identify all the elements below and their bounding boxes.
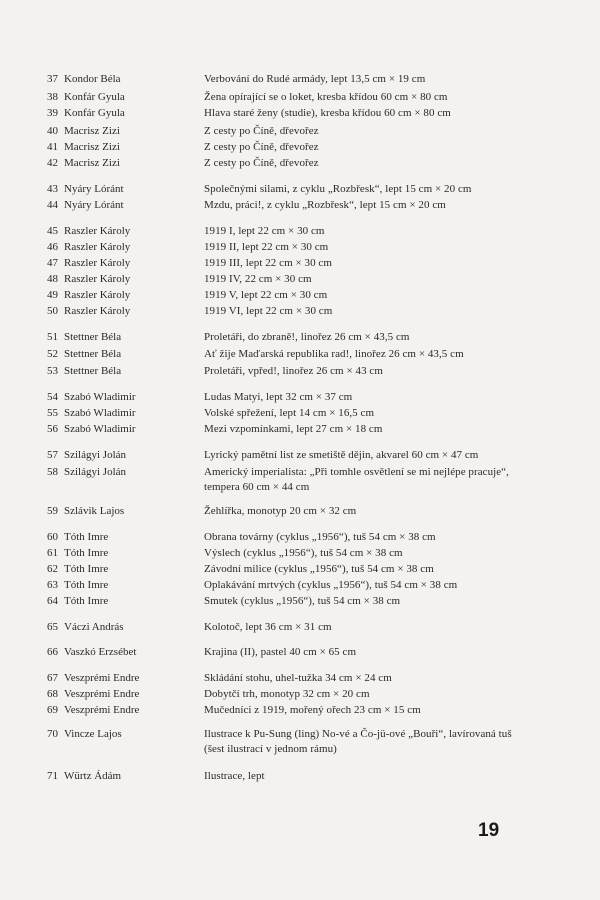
artist-name: Vaszkó Erzsébet xyxy=(64,646,137,658)
artist-name: Nyáry Lóránt xyxy=(64,199,124,211)
entry-number: 39 xyxy=(47,107,58,119)
artist-name: Tóth Imre xyxy=(64,563,109,575)
entry-number: 66 xyxy=(47,646,58,658)
entry-number: 44 xyxy=(47,199,58,211)
artist-name: Stettner Béla xyxy=(64,348,122,360)
entry-number: 43 xyxy=(47,183,58,195)
artist-name: Stettner Béla xyxy=(64,365,122,377)
entry-number: 55 xyxy=(47,407,58,419)
work-description: Volské spřežení, lept 14 cm × 16,5 cm xyxy=(204,407,375,419)
artist-name: Tóth Imre xyxy=(64,547,109,559)
artist-name: Raszler Károly xyxy=(64,273,131,285)
entry-number: 53 xyxy=(47,365,58,377)
entry-number: 41 xyxy=(47,141,58,153)
artist-name: Macrisz Zizi xyxy=(64,141,120,153)
entry-number: 57 xyxy=(47,449,58,461)
work-description: Ludas Matyi, lept 32 cm × 37 cm xyxy=(204,391,353,403)
artist-name: Raszler Károly xyxy=(64,257,131,269)
entry-number: 64 xyxy=(47,595,58,607)
artist-name: Veszprémi Endre xyxy=(64,704,140,716)
work-description: Ilustrace, lept xyxy=(204,770,265,782)
entry-number: 63 xyxy=(47,579,58,591)
work-description: 1919 III, lept 22 cm × 30 cm xyxy=(204,257,332,269)
work-description: Z cesty po Číně, dřevořez xyxy=(204,157,319,169)
entry-number: 47 xyxy=(47,257,58,269)
work-description: Hlava staré ženy (studie), kresba křídou 60 cm × 80 cm xyxy=(204,107,451,119)
artist-name: Macrisz Zizi xyxy=(64,125,120,137)
page-number: 19 xyxy=(478,820,500,841)
artist-name: Kondor Béla xyxy=(64,73,121,85)
work-description: Mučedníci z 1919, mořený ořech 23 cm × 15 cm xyxy=(204,704,421,716)
artist-name: Würtz Ádám xyxy=(64,770,122,782)
work-description: Verbování do Rudé armády, lept 13,5 cm × 19 cm xyxy=(204,73,426,85)
artist-name: Tóth Imre xyxy=(64,579,109,591)
entry-number: 68 xyxy=(47,688,58,700)
artist-name: Szabó Wladimir xyxy=(64,391,136,403)
artist-name: Szilágyi Jolán xyxy=(64,466,127,478)
work-description: Ilustrace k Pu-Sung (ling) No-vé a Čo-jü-ové „Bouři“, lavírovaná tuš (šest ilustrací v jednom rámu) xyxy=(204,728,512,755)
artist-name: Váczi András xyxy=(64,621,124,633)
entry-number: 62 xyxy=(47,563,58,575)
work-description: Mzdu, práci!, z cyklu „Rozbřesk“, lept 15 cm × 20 cm xyxy=(204,199,446,211)
work-description: Lyrický pamětní list ze smetiště dějin, akvarel 60 cm × 47 cm xyxy=(204,449,479,461)
entry-number: 45 xyxy=(47,225,58,237)
entry-number: 59 xyxy=(47,505,58,517)
entry-number: 65 xyxy=(47,621,58,633)
entry-number: 50 xyxy=(47,305,58,317)
artist-name: Macrisz Zizi xyxy=(64,157,120,169)
entry-number: 42 xyxy=(47,157,58,169)
work-description: Kolotoč, lept 36 cm × 31 cm xyxy=(204,621,332,633)
work-description: Krajina (II), pastel 40 cm × 65 cm xyxy=(204,646,357,658)
work-description: Ať žije Maďarská republika rad!, linořez 26 cm × 43,5 cm xyxy=(204,348,464,360)
work-description: Mezi vzpomínkami, lept 27 cm × 18 cm xyxy=(204,423,383,435)
artist-name: Konfár Gyula xyxy=(64,91,125,103)
artist-name: Szabó Wladimir xyxy=(64,423,136,435)
entry-number: 40 xyxy=(47,125,58,137)
artist-name: Raszler Károly xyxy=(64,241,131,253)
entry-number: 37 xyxy=(47,73,58,85)
entry-number: 67 xyxy=(47,672,58,684)
entry-number: 38 xyxy=(47,91,58,103)
work-description: 1919 IV, 22 cm × 30 cm xyxy=(204,273,312,285)
artist-name: Veszprémi Endre xyxy=(64,672,140,684)
artist-name: Raszler Károly xyxy=(64,225,131,237)
entry-number: 71 xyxy=(47,770,58,782)
work-description: 1919 V, lept 22 cm × 30 cm xyxy=(204,289,328,301)
entry-number: 61 xyxy=(47,547,58,559)
entry-number: 70 xyxy=(47,728,58,740)
work-description: Skládání stohu, uhel-tužka 34 cm × 24 cm xyxy=(204,672,392,684)
entry-number: 46 xyxy=(47,241,58,253)
entry-number: 51 xyxy=(47,331,58,343)
work-description: Oplakávání mrtvých (cyklus „1956“), tuš 54 cm × 38 cm xyxy=(204,579,458,591)
artist-name: Tóth Imre xyxy=(64,531,109,543)
work-description: Z cesty po Číně, dřevořez xyxy=(204,125,319,137)
artist-name: Stettner Béla xyxy=(64,331,122,343)
artist-name: Vincze Lajos xyxy=(64,728,122,740)
artist-name: Raszler Károly xyxy=(64,289,131,301)
artist-name: Tóth Imre xyxy=(64,595,109,607)
work-description: Žena opírající se o loket, kresba křídou 60 cm × 80 cm xyxy=(204,91,448,103)
artist-name: Nyáry Lóránt xyxy=(64,183,124,195)
work-description: Proletáři, do zbraně!, linořez 26 cm × 43,5 cm xyxy=(204,331,410,343)
work-description: Dobytčí trh, monotyp 32 cm × 20 cm xyxy=(204,688,370,700)
artist-name: Szilágyi Jolán xyxy=(64,449,127,461)
work-description: Americký imperialista: „Při tomhle osvětlení se mi nejlépe pracuje“, tempera 60 cm × 44 cm xyxy=(204,466,509,493)
artist-name: Szabó Wladimir xyxy=(64,407,136,419)
entry-number: 60 xyxy=(47,531,58,543)
work-description: Výslech (cyklus „1956“), tuš 54 cm × 38 cm xyxy=(204,547,403,559)
work-description: Žehlířka, monotyp 20 cm × 32 cm xyxy=(204,505,357,517)
artist-name: Konfár Gyula xyxy=(64,107,125,119)
work-description: 1919 VI, lept 22 cm × 30 cm xyxy=(204,305,333,317)
entry-number: 69 xyxy=(47,704,58,716)
work-description: 1919 II, lept 22 cm × 30 cm xyxy=(204,241,329,253)
entry-number: 54 xyxy=(47,391,58,403)
work-description: Z cesty po Číně, dřevořez xyxy=(204,141,319,153)
entry-number: 52 xyxy=(47,348,58,360)
work-description: Obrana továrny (cyklus „1956“), tuš 54 cm × 38 cm xyxy=(204,531,436,543)
work-description: 1919 I, lept 22 cm × 30 cm xyxy=(204,225,325,237)
work-description: Proletáři, vpřed!, linořez 26 cm × 43 cm xyxy=(204,365,383,377)
entry-number: 48 xyxy=(47,273,58,285)
entry-number: 58 xyxy=(47,466,58,478)
work-description: Společnými silami, z cyklu „Rozbřesk“, lept 15 cm × 20 cm xyxy=(204,183,472,195)
artist-name: Veszprémi Endre xyxy=(64,688,140,700)
work-description: Závodní milice (cyklus „1956“), tuš 54 cm × 38 cm xyxy=(204,563,434,575)
entry-number: 56 xyxy=(47,423,58,435)
artist-name: Raszler Károly xyxy=(64,305,131,317)
work-description: Smutek (cyklus „1956“), tuš 54 cm × 38 cm xyxy=(204,595,401,607)
artist-name: Szlávik Lajos xyxy=(64,505,125,517)
entry-number: 49 xyxy=(47,289,58,301)
